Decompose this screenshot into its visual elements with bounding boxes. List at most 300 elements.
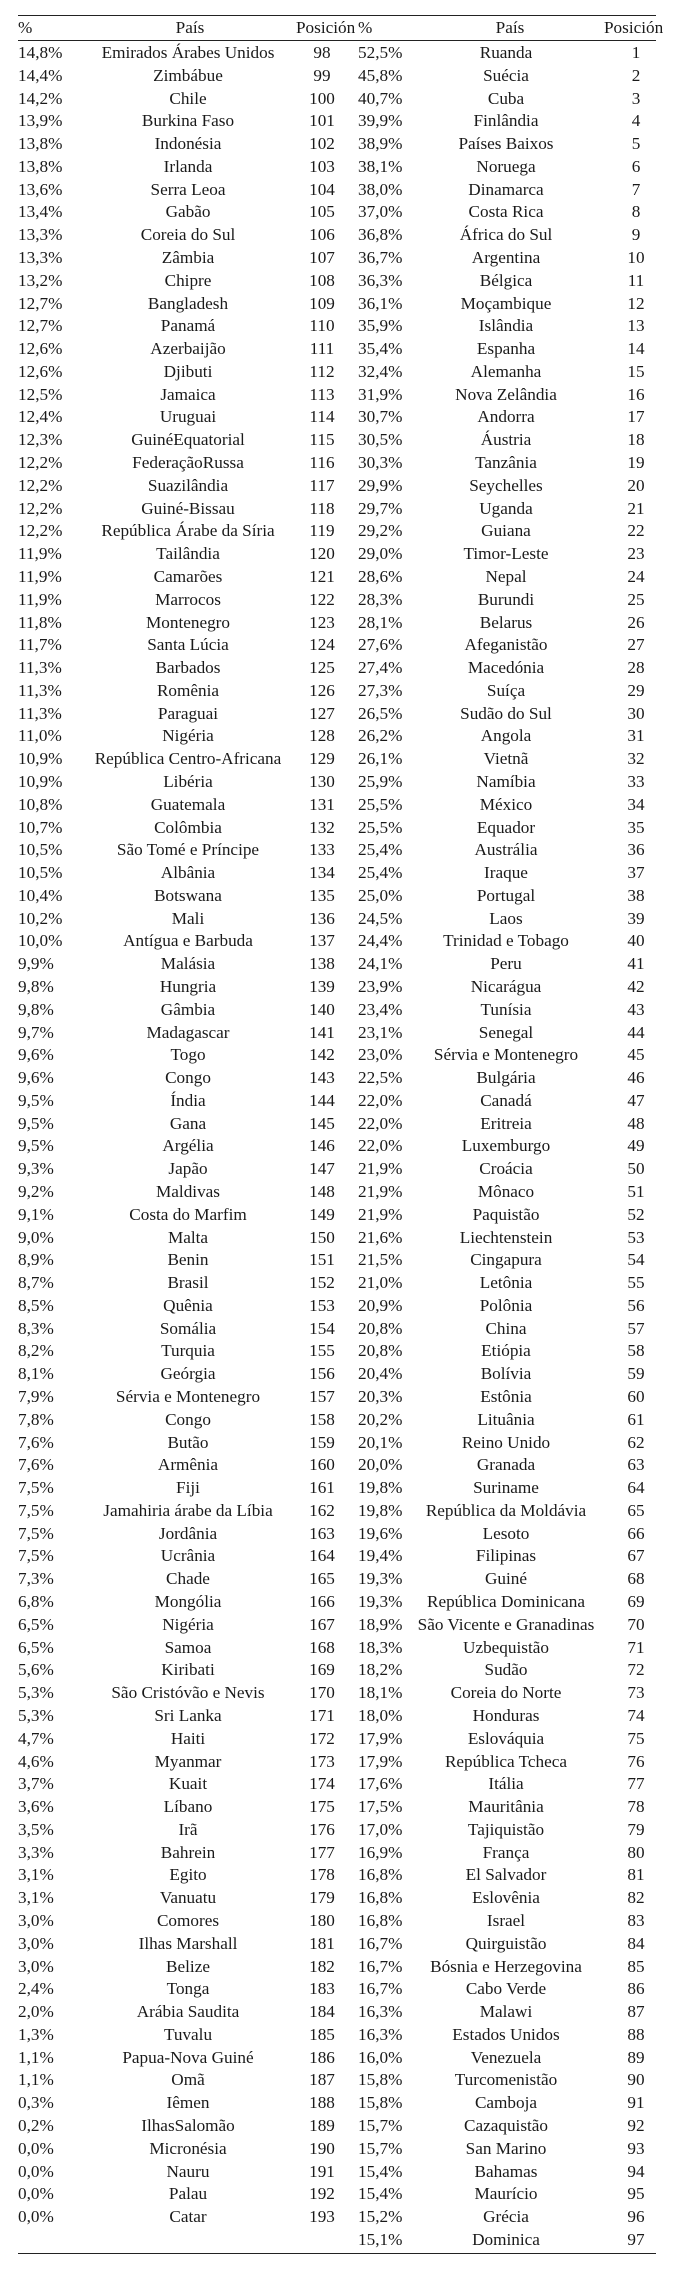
pct-cell: 8,2%: [18, 1341, 54, 1361]
left-entry: [18, 953, 348, 976]
pct-cell: 19,4%: [358, 1546, 403, 1566]
left-entry: [18, 429, 348, 452]
table-row: [18, 1978, 656, 2001]
country-cell: Camarões: [153, 566, 223, 586]
pct-cell: 23,9%: [358, 976, 403, 996]
position-cell: 185: [309, 2024, 335, 2044]
country-cell: Mônaco: [477, 1182, 535, 1201]
right-entry: [354, 953, 656, 976]
country-cell: Lituânia: [477, 1409, 535, 1429]
left-entry: [18, 2115, 348, 2138]
table-row: [18, 1227, 656, 1250]
pct-cell: 16,3%: [358, 2002, 403, 2022]
right-entry: [354, 42, 656, 65]
country-cell: Tuvalu: [163, 2024, 213, 2044]
country-cell: Hungria: [159, 976, 217, 996]
table-row: [18, 2138, 656, 2161]
position-cell: 137: [309, 931, 335, 951]
country-cell: Vietnã: [483, 749, 529, 769]
country-cell: Albânia: [160, 863, 216, 883]
left-entry: [18, 543, 348, 566]
country-cell: Laos: [489, 908, 523, 928]
country-cell: Ilhas Marshall: [138, 1933, 238, 1953]
right-entry: [354, 110, 656, 133]
table-row: [18, 315, 656, 338]
position-cell: 123: [309, 612, 335, 632]
right-entry: [354, 2001, 656, 2024]
country-cell: Suíça: [486, 680, 526, 700]
right-entry: [354, 1682, 656, 1705]
position-cell: 124: [309, 635, 335, 655]
country-cell: África do Sul: [459, 225, 553, 245]
country-cell: Chade: [166, 1569, 210, 1589]
left-entry: [18, 794, 348, 817]
position-cell: 84: [627, 1933, 645, 1953]
table-row: [18, 1614, 656, 1637]
position-cell: 176: [309, 1819, 335, 1839]
country-cell: Guiana: [481, 521, 531, 541]
left-entry: [18, 1227, 348, 1250]
pct-cell: 25,9%: [358, 771, 403, 791]
pct-cell: 15,4%: [358, 2161, 403, 2181]
pct-cell: 29,2%: [358, 521, 403, 541]
left-entry: [18, 315, 348, 338]
country-cell: Maurício: [474, 2184, 538, 2204]
country-cell: Somália: [159, 1318, 217, 1338]
left-entry: [18, 42, 348, 65]
pct-cell: 8,3%: [18, 1318, 54, 1338]
pct-cell: 26,2%: [358, 726, 403, 746]
pct-cell: 30,7%: [358, 407, 403, 427]
table-row: [18, 1113, 656, 1136]
table-row: [18, 1477, 656, 1500]
right-entry: [354, 1568, 656, 1591]
right-entry: [354, 817, 656, 840]
country-cell: Tajiquistão: [467, 1819, 545, 1839]
table-row: [18, 1044, 656, 1067]
pct-cell: 25,0%: [358, 885, 403, 905]
pct-cell: 7,9%: [18, 1387, 54, 1407]
pct-cell: 9,5%: [18, 1136, 54, 1156]
pct-cell: 17,5%: [358, 1797, 403, 1817]
country-cell: Malásia: [160, 954, 216, 974]
country-cell: FederaçãoRussa: [132, 453, 244, 473]
table-row: [18, 543, 656, 566]
left-entry: [18, 1705, 348, 1728]
country-cell: Emirados Árabes Unidos: [101, 43, 275, 62]
right-entry: [354, 543, 656, 566]
right-entry: [354, 2183, 656, 2206]
position-cell: 85: [627, 1956, 645, 1976]
pct-cell: 20,4%: [358, 1364, 403, 1384]
pct-cell: 21,9%: [358, 1204, 403, 1224]
pct-cell: 10,0%: [18, 931, 63, 951]
table-row: [18, 338, 656, 361]
position-cell: 125: [309, 658, 335, 678]
pct-cell: 11,0%: [18, 726, 62, 746]
left-entry: [18, 270, 348, 293]
country-cell: Bélgica: [479, 270, 533, 290]
left-entry: [18, 1545, 348, 1568]
position-cell: 6: [631, 156, 641, 176]
right-entry: [354, 1158, 656, 1181]
pct-cell: 12,2%: [18, 521, 63, 541]
position-cell: 56: [627, 1295, 645, 1315]
right-entry: [354, 703, 656, 726]
pct-cell: 12,2%: [18, 498, 63, 518]
position-cell: 149: [309, 1204, 335, 1224]
country-cell: Antígua e Barbuda: [123, 931, 253, 951]
pct-cell: 10,2%: [18, 908, 63, 928]
right-entry: [354, 429, 656, 452]
position-cell: 23: [627, 544, 645, 564]
position-cell: 79: [627, 1819, 645, 1839]
pct-cell: 3,5%: [18, 1819, 54, 1839]
pct-cell: 32,4%: [358, 361, 403, 381]
country-cell: Áustria: [480, 430, 532, 450]
left-entry: [18, 1454, 348, 1477]
country-cell: Estados Unidos: [452, 2024, 560, 2044]
table-row: [18, 2161, 656, 2184]
pct-cell: 3,1%: [18, 1888, 54, 1908]
pct-cell: 24,5%: [358, 908, 403, 928]
pct-cell: 9,7%: [18, 1022, 54, 1042]
position-cell: 175: [309, 1797, 335, 1817]
position-cell: 58: [627, 1341, 645, 1361]
table-row: [18, 1591, 656, 1614]
left-entry: [18, 179, 348, 202]
table-row: [18, 930, 656, 953]
position-cell: 133: [309, 840, 335, 860]
table-row: [18, 839, 656, 862]
table-header-rule: [18, 40, 656, 41]
country-cell: Namíbia: [476, 771, 536, 791]
position-cell: 128: [309, 726, 335, 746]
country-cell: Países Baixos: [458, 134, 554, 154]
left-entry: [18, 1773, 348, 1796]
left-entry: [18, 1659, 348, 1682]
table-row: [18, 612, 656, 635]
country-cell: Índia: [170, 1090, 206, 1110]
pct-cell: 17,0%: [358, 1819, 403, 1839]
position-cell: 35: [627, 817, 645, 837]
right-entry: [354, 1500, 656, 1523]
position-cell: 93: [627, 2138, 645, 2158]
pct-cell: 16,7%: [358, 1956, 403, 1976]
country-cell: Guiné: [484, 1569, 527, 1589]
country-cell: Iêmen: [166, 2093, 210, 2113]
left-entry: [18, 1272, 348, 1295]
left-entry: [18, 1523, 348, 1546]
right-entry: [354, 1340, 656, 1363]
country-cell: Colômbia: [154, 817, 222, 837]
right-entry: [354, 634, 656, 657]
left-entry: [18, 1477, 348, 1500]
position-cell: 173: [309, 1751, 335, 1771]
country-cell: Peru: [490, 954, 522, 974]
country-cell: Seychelles: [469, 475, 543, 495]
position-cell: 71: [627, 1637, 645, 1657]
table-row: [18, 2069, 656, 2092]
position-cell: 139: [309, 976, 335, 996]
position-cell: 121: [309, 566, 335, 586]
right-entry: [354, 612, 656, 635]
left-entry: [18, 384, 348, 407]
position-cell: 67: [627, 1546, 645, 1566]
left-entry: [18, 817, 348, 840]
position-cell: 100: [309, 88, 335, 108]
country-cell: Romênia: [156, 680, 220, 700]
table-row: [18, 1386, 656, 1409]
country-cell: São Vicente e Granadinas: [417, 1614, 595, 1634]
table-row: [18, 908, 656, 931]
position-cell: 147: [309, 1159, 335, 1179]
pct-cell: 36,7%: [358, 248, 403, 268]
right-entry: [354, 725, 656, 748]
country-cell: Venezuela: [470, 2047, 542, 2067]
country-cell: Marrocos: [155, 589, 221, 609]
left-entry: [18, 1181, 348, 1204]
position-cell: 186: [309, 2047, 335, 2067]
table-row: [18, 110, 656, 133]
pct-cell: 3,3%: [18, 1842, 54, 1862]
country-cell: Bahamas: [474, 2161, 538, 2181]
pct-cell: 16,8%: [358, 1865, 403, 1885]
right-entry: [354, 1956, 656, 1979]
country-cell: Argentina: [471, 248, 541, 268]
position-cell: 148: [309, 1182, 335, 1201]
position-cell: 112: [309, 361, 335, 381]
position-cell: 151: [309, 1250, 335, 1270]
pct-cell: 15,2%: [358, 2207, 403, 2227]
position-cell: 29: [627, 680, 645, 700]
pct-cell: 7,5%: [18, 1478, 54, 1498]
position-cell: 62: [627, 1432, 645, 1452]
header-position-left: Posición: [296, 18, 356, 37]
pct-cell: 25,4%: [358, 840, 403, 860]
position-cell: 40: [627, 931, 645, 951]
table-row: [18, 2183, 656, 2206]
position-cell: 106: [309, 225, 335, 245]
pct-cell: 13,4%: [18, 202, 63, 222]
position-cell: 63: [627, 1455, 645, 1475]
table-row: [18, 1181, 656, 1204]
right-entry: [354, 2024, 656, 2047]
position-cell: 51: [627, 1182, 645, 1201]
position-cell: 183: [309, 1979, 335, 1999]
table-top-rule: [18, 15, 656, 16]
country-cell: Israel: [486, 1910, 526, 1930]
table-row: [18, 270, 656, 293]
country-cell: Cingapura: [470, 1250, 542, 1270]
position-cell: 179: [309, 1888, 335, 1908]
pct-cell: 10,7%: [18, 817, 63, 837]
table-row: [18, 2047, 656, 2070]
country-cell: Panamá: [160, 316, 216, 336]
pct-cell: 11,7%: [18, 635, 62, 655]
position-cell: 28: [627, 658, 645, 678]
left-entry: [18, 2138, 348, 2161]
pct-cell: 10,9%: [18, 749, 63, 769]
position-cell: 129: [309, 749, 335, 769]
country-cell: Timor-Leste: [463, 544, 549, 564]
pct-cell: 25,4%: [358, 863, 403, 883]
country-cell: Zimbábue: [153, 65, 223, 85]
position-cell: 26: [627, 612, 645, 632]
country-cell: Angola: [480, 726, 532, 746]
position-cell: 119: [309, 521, 335, 541]
country-cell: Congo: [165, 1409, 211, 1429]
country-cell: Kuait: [168, 1774, 208, 1794]
country-cell: Armênia: [157, 1455, 219, 1475]
right-entry: [354, 293, 656, 316]
left-entry: [18, 680, 348, 703]
country-cell: Turcomenistão: [454, 2070, 558, 2090]
right-entry: [354, 1454, 656, 1477]
pct-cell: 9,5%: [18, 1113, 54, 1133]
left-entry: [18, 1864, 348, 1887]
left-entry: [18, 1158, 348, 1181]
position-cell: 97: [627, 2229, 645, 2249]
table-row: [18, 680, 656, 703]
left-entry: [18, 657, 348, 680]
left-entry: [18, 999, 348, 1022]
position-cell: 126: [309, 680, 335, 700]
country-cell: Jamaica: [160, 384, 216, 404]
header-position-right: Posición: [604, 18, 664, 37]
left-entry: [18, 2183, 348, 2206]
pct-cell: 29,7%: [358, 498, 403, 518]
right-entry: [354, 156, 656, 179]
right-entry: [354, 65, 656, 88]
position-cell: 70: [627, 1614, 645, 1634]
position-cell: 83: [627, 1910, 645, 1930]
header-pct-right: %: [358, 18, 373, 37]
position-cell: 53: [627, 1227, 645, 1247]
left-entry: [18, 1340, 348, 1363]
pct-cell: 7,5%: [18, 1500, 54, 1520]
left-entry: [18, 771, 348, 794]
position-cell: 90: [627, 2070, 645, 2090]
position-cell: 168: [309, 1637, 335, 1657]
pct-cell: 20,9%: [358, 1295, 403, 1315]
right-entry: [354, 384, 656, 407]
right-entry: [354, 1728, 656, 1751]
pct-cell: 25,5%: [358, 794, 403, 814]
position-cell: 190: [309, 2138, 335, 2158]
pct-cell: 15,4%: [358, 2184, 403, 2204]
table-row: [18, 657, 656, 680]
pct-cell: 21,0%: [358, 1273, 403, 1293]
position-cell: 164: [309, 1546, 335, 1566]
pct-cell: 9,5%: [18, 1090, 54, 1110]
position-cell: 76: [627, 1751, 645, 1771]
left-entry: [18, 1842, 348, 1865]
table-row: [18, 224, 656, 247]
position-cell: 110: [309, 316, 335, 336]
left-entry: [18, 634, 348, 657]
country-cell: Eslováquia: [467, 1728, 545, 1748]
pct-cell: 8,7%: [18, 1273, 54, 1293]
country-cell: Camboja: [474, 2093, 538, 2113]
pct-cell: 3,1%: [18, 1865, 54, 1885]
right-entry: [354, 976, 656, 999]
right-entry: [354, 1978, 656, 2001]
right-entry: [354, 1773, 656, 1796]
position-cell: 104: [309, 179, 335, 199]
position-cell: 37: [627, 863, 645, 883]
right-entry: [354, 794, 656, 817]
country-cell: San Marino: [465, 2138, 547, 2158]
pct-cell: 36,3%: [358, 270, 403, 290]
table-row: [18, 361, 656, 384]
position-cell: 61: [627, 1409, 645, 1429]
right-entry: [354, 361, 656, 384]
country-cell: Cuba: [487, 88, 525, 108]
right-entry: [354, 1272, 656, 1295]
pct-cell: 4,7%: [18, 1728, 54, 1748]
left-entry: [18, 498, 348, 521]
country-cell: República da Moldávia: [425, 1500, 587, 1520]
position-cell: 134: [309, 863, 335, 883]
position-cell: 98: [313, 43, 331, 62]
pct-cell: 3,7%: [18, 1774, 54, 1794]
pct-cell: 24,4%: [358, 931, 403, 951]
position-cell: 96: [627, 2207, 645, 2227]
pct-cell: 11,9%: [18, 544, 62, 564]
pct-cell: 20,1%: [358, 1432, 403, 1452]
country-cell: República Tcheca: [444, 1751, 568, 1771]
pct-cell: 27,4%: [358, 658, 403, 678]
pct-cell: 18,1%: [358, 1683, 403, 1703]
country-cell: Luxemburgo: [461, 1136, 551, 1156]
pct-cell: 19,8%: [358, 1478, 403, 1498]
country-cell: Trinidad e Tobago: [443, 931, 569, 951]
country-cell: Togo: [170, 1045, 206, 1065]
country-cell: Turquia: [161, 1341, 215, 1361]
pct-cell: 27,3%: [358, 680, 403, 700]
country-cell: Guiné-Bissau: [141, 498, 235, 518]
pct-cell: 5,3%: [18, 1683, 54, 1703]
pct-cell: 9,2%: [18, 1182, 54, 1201]
position-cell: 88: [627, 2024, 645, 2044]
table-row: [18, 1956, 656, 1979]
position-cell: 75: [627, 1728, 645, 1748]
pct-cell: 18,9%: [358, 1614, 403, 1634]
left-entry: [18, 748, 348, 771]
pct-cell: 20,8%: [358, 1341, 403, 1361]
pct-cell: 7,5%: [18, 1546, 54, 1566]
position-cell: 152: [309, 1273, 335, 1293]
country-cell: México: [479, 794, 533, 814]
country-cell: Estônia: [480, 1387, 532, 1407]
left-entry: [18, 1614, 348, 1637]
table-row: [18, 1796, 656, 1819]
right-entry: [354, 1842, 656, 1865]
country-cell: Burundi: [477, 589, 535, 609]
table-row: [18, 1318, 656, 1341]
header-country-right: País: [495, 18, 525, 37]
pct-cell: 39,9%: [358, 111, 403, 131]
country-cell: Bósnia e Herzegovina: [430, 1956, 582, 1976]
pct-cell: 0,0%: [18, 2138, 54, 2158]
pct-cell: 26,5%: [358, 703, 403, 723]
position-cell: 21: [627, 498, 645, 518]
country-cell: Ruanda: [479, 43, 533, 62]
pct-cell: 10,5%: [18, 863, 63, 883]
right-entry: [354, 1910, 656, 1933]
country-cell: Burkina Faso: [141, 111, 235, 131]
